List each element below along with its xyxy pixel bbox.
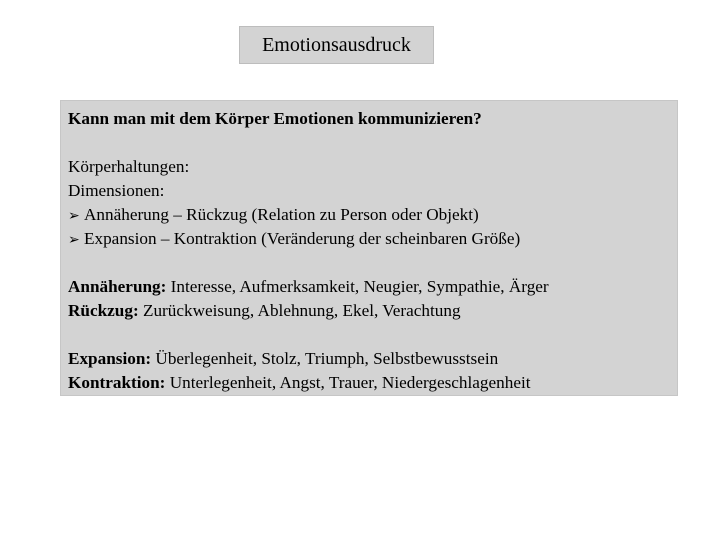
contraction-line bbox=[68, 371, 677, 395]
slide-title-text: Emotionsausdruck bbox=[262, 34, 411, 56]
question-heading: Kann man mit dem Körper Emotionen kommunizieren? bbox=[68, 109, 482, 128]
bullet-text: Expansion – Kontraktion (Veränderung der scheinbaren Größe) bbox=[84, 229, 521, 248]
withdrawal-text: Zurückweisung, Ablehnung, Ekel, Verachtung bbox=[138, 301, 461, 320]
bullet-expansion-contraction bbox=[68, 227, 677, 251]
withdrawal-label: Rückzug: bbox=[68, 301, 139, 320]
withdrawal-line bbox=[68, 299, 677, 323]
approach-line bbox=[68, 275, 677, 299]
contraction-label: Kontraktion: bbox=[68, 373, 166, 392]
bullet-approach-withdrawal bbox=[68, 203, 677, 227]
content-panel bbox=[60, 100, 678, 396]
body-postures-label: Körperhaltungen: bbox=[68, 157, 190, 176]
expansion-text: Überlegenheit, Stolz, Triumph, Selbstbewusstsein bbox=[151, 349, 499, 368]
approach-label: Annäherung: bbox=[68, 277, 167, 296]
contraction-text: Unterlegenheit, Angst, Trauer, Niedergeschlagenheit bbox=[165, 373, 531, 392]
slide-title bbox=[239, 26, 434, 64]
spacer bbox=[68, 251, 677, 275]
spacer bbox=[68, 131, 677, 155]
arrow-bullet-icon: ➢ bbox=[68, 232, 80, 248]
spacer bbox=[68, 323, 677, 347]
approach-text: Interesse, Aufmerksamkeit, Neugier, Sympathie, Ärger bbox=[166, 277, 549, 296]
dimensions-label: Dimensionen: bbox=[68, 181, 165, 200]
expansion-line bbox=[68, 347, 677, 371]
bullet-text: Annäherung – Rückzug (Relation zu Person oder Objekt) bbox=[84, 205, 479, 224]
arrow-bullet-icon: ➢ bbox=[68, 208, 80, 224]
expansion-label: Expansion: bbox=[68, 349, 152, 368]
